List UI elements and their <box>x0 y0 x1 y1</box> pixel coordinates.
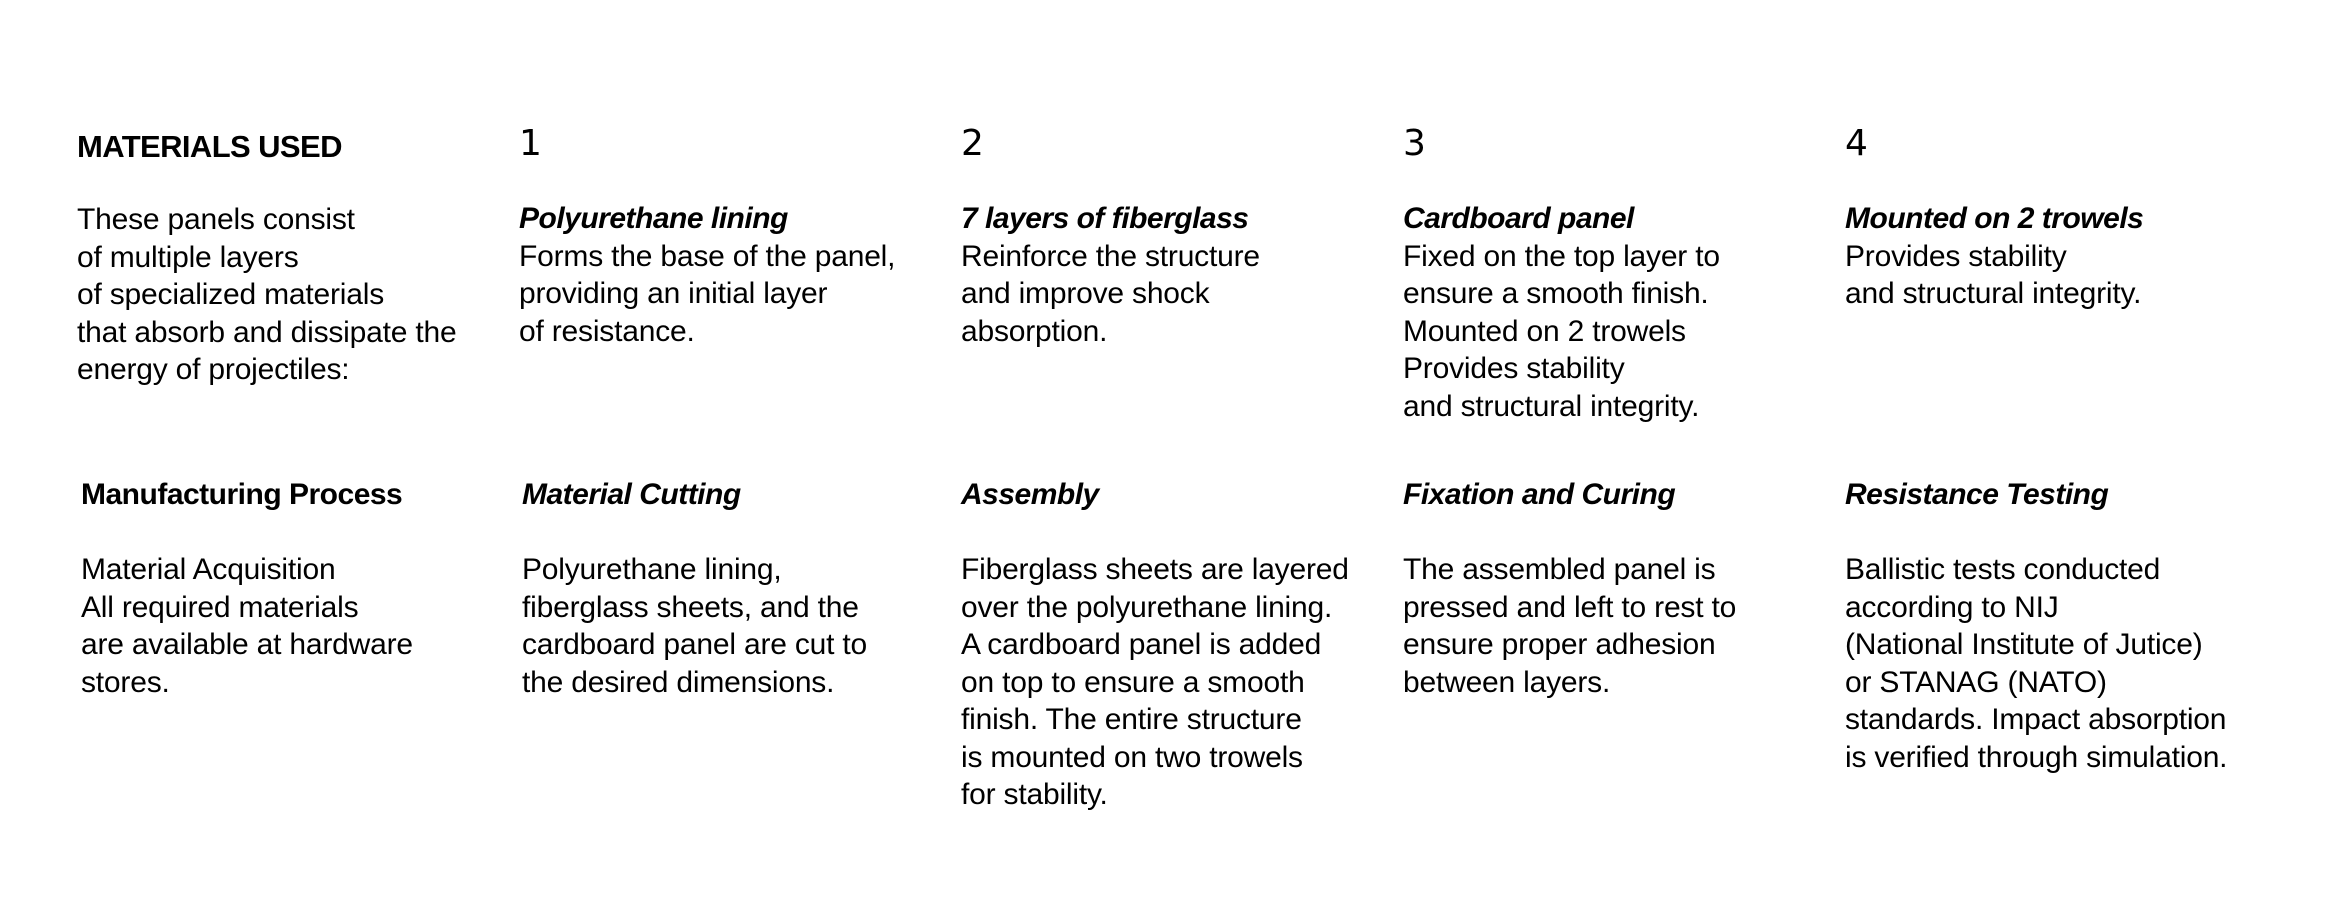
process-step-text-1: Polyurethane lining, fiberglass sheets, and the cardboard panel are cut to the desired dimensions. <box>522 553 868 699</box>
process-step-title-4: Resistance Testing <box>1845 478 2109 511</box>
material-number-3: 3 <box>1403 123 1426 164</box>
material-text-3: Fixed on the top layer to ensure a smooth finish. Mounted on 2 trowels Provides stability and structural integrity. <box>1403 239 1720 423</box>
process-step-text-2: Fiberglass sheets are layered over the polyurethane lining. A cardboard panel is added on top to ensure a smooth finish. The entire structure is mounted on two trowels for stability. <box>961 553 1349 811</box>
material-number-1: 1 <box>519 123 542 164</box>
materials-heading: MATERIALS USED <box>77 129 342 164</box>
material-text-4: Provides stability and structural integrity. <box>1845 239 2142 310</box>
materials-intro-column <box>77 128 497 389</box>
material-number-2: 2 <box>961 123 984 164</box>
process-step-text-4: Ballistic tests conducted according to NIJ (National Institute of Jutice) or STANAG (NATO) standards. Impact absorption is verified through simulation. <box>1845 553 2228 774</box>
material-title-4: Mounted on 2 trowels <box>1845 202 2144 235</box>
process-step-2 <box>961 476 1381 814</box>
materials-intro-text: These panels consist of multiple layers of specialized materials that absorb and dissipate the energy of projectiles: <box>77 203 457 386</box>
material-number-4: 4 <box>1845 123 1868 164</box>
manufacturing-intro-column <box>81 476 501 701</box>
process-step-4 <box>1845 476 2265 776</box>
manufacturing-intro-text: Material Acquisition All required materials are available at hardware stores. <box>81 553 413 699</box>
material-title-3: Cardboard panel <box>1403 202 1634 235</box>
material-title-1: Polyurethane lining <box>519 202 788 235</box>
process-step-text-3: The assembled panel is pressed and left to rest to ensure proper adhesion between layers. <box>1403 553 1737 699</box>
material-text-2: Reinforce the structure and improve shock absorption. <box>961 239 1260 348</box>
material-item-1 <box>519 124 939 350</box>
process-step-title-3: Fixation and Curing <box>1403 478 1676 511</box>
process-step-title-1: Material Cutting <box>522 478 741 511</box>
process-step-1 <box>522 476 942 701</box>
manufacturing-heading: Manufacturing Process <box>81 478 403 511</box>
material-item-2 <box>961 124 1381 350</box>
material-item-3 <box>1403 124 1823 425</box>
process-step-3 <box>1403 476 1823 701</box>
material-item-4 <box>1845 124 2265 313</box>
material-title-2: 7 layers of fiberglass <box>961 202 1249 235</box>
material-text-1: Forms the base of the panel, providing an initial layer of resistance. <box>519 239 896 348</box>
process-step-title-2: Assembly <box>961 478 1099 511</box>
